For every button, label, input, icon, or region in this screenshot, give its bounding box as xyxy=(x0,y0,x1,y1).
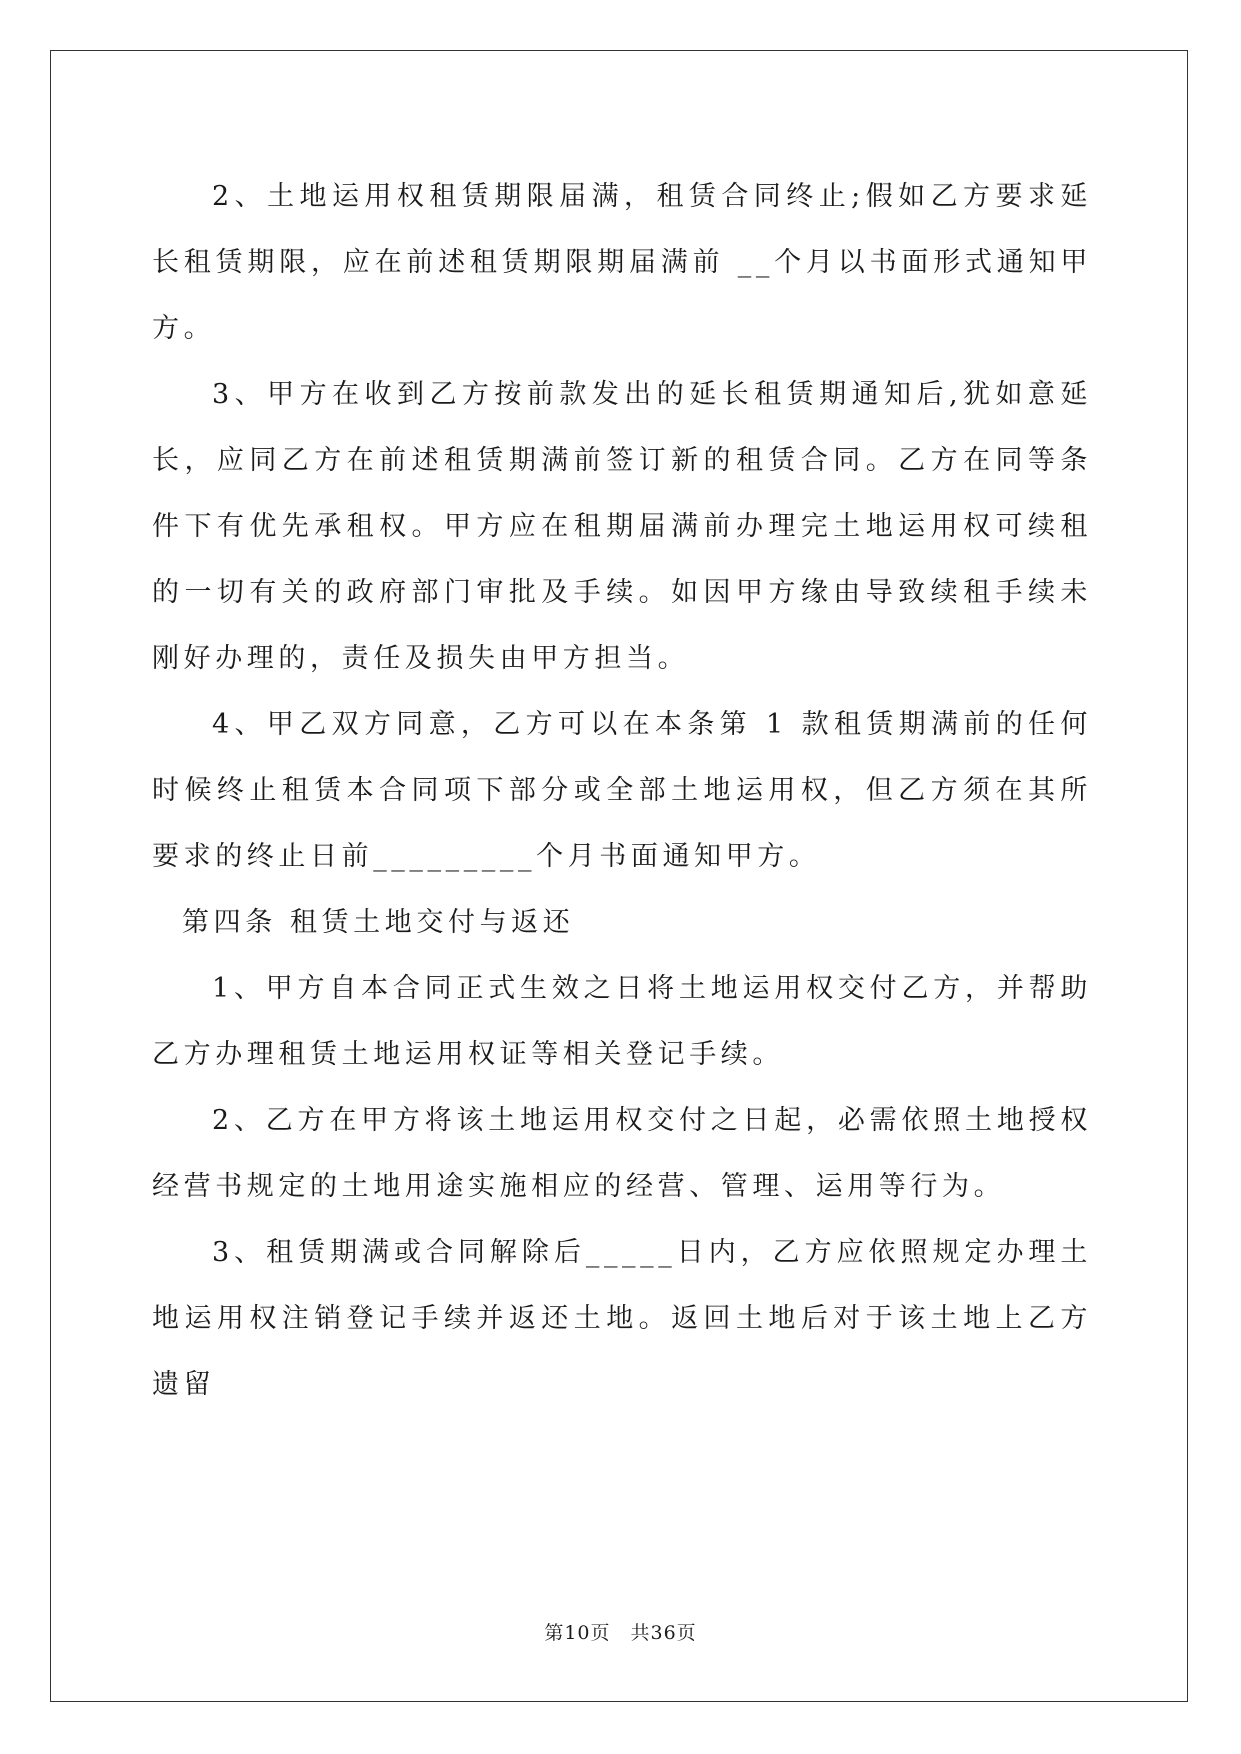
section-heading: 第四条 租赁土地交付与返还 xyxy=(182,907,575,938)
page-number-footer: 第10页 共36页 xyxy=(544,1622,697,1644)
clause-paragraph: 4、甲乙双方同意，乙方可以在本条第 1 款租赁期满前的任何时候终止租赁本合同项下部分或全部土地运用权，但乙方须在其所要求的终止日前_________个月书面通知甲方。 xyxy=(152,709,1092,872)
document-body xyxy=(152,164,1092,1418)
clause-paragraph: 1、甲方自本合同正式生效之日将土地运用权交付乙方，并帮助乙方办理租赁土地运用权证等相关登记手续。 xyxy=(152,973,1092,1070)
clause-paragraph: 3、租赁期满或合同解除后_____日内，乙方应依照规定办理土地运用权注销登记手续并返还土地。返回土地后对于该土地上乙方遗留 xyxy=(152,1237,1092,1400)
clause-paragraph: 2、土地运用权租赁期限届满，租赁合同终止;假如乙方要求延长租赁期限，应在前述租赁期限期届满前 __个月以书面形式通知甲方。 xyxy=(152,181,1092,344)
clause-paragraph: 3、甲方在收到乙方按前款发出的延长租赁期通知后,犹如意延长，应同乙方在前述租赁期满前签订新的租赁合同。乙方在同等条件下有优先承租权。甲方应在租期届满前办理完土地运用权可续租的一切有关的政府部门审批及手续。如因甲方缘由导致续租手续未刚好办理的，责任及损失由甲方担当。 xyxy=(152,379,1092,674)
clause-paragraph: 2、乙方在甲方将该土地运用权交付之日起，必需依照土地授权经营书规定的土地用途实施相应的经营、管理、运用等行为。 xyxy=(152,1105,1092,1202)
